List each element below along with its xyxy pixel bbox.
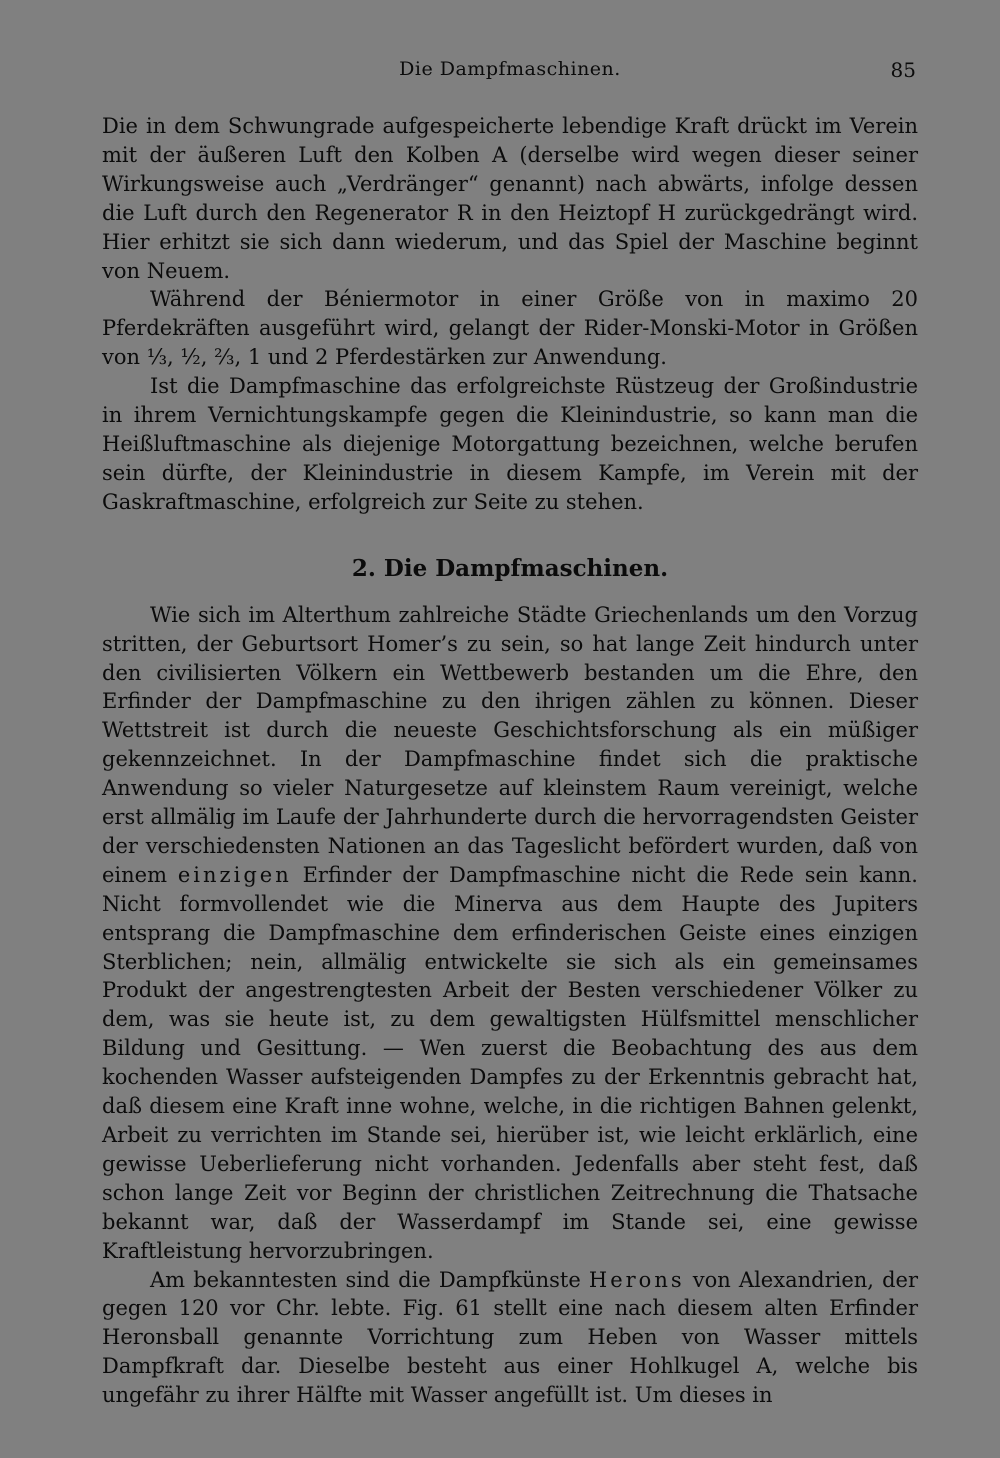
paragraph-heron (102, 1266, 918, 1411)
page-number: 85 (890, 58, 916, 82)
paragraph-beniermotor: Während der Béniermotor in einer Größe von in maximo 20 Pferdekräften ausgeführt wird, gelangt der Rider-Monski-Motor in Größen von ⅓, ½, ⅔, 1 und 2 Pferdestärken zur Anwendung. (102, 287, 918, 370)
paragraph-heron-part1: Am bekanntesten sind die Dampfkünste (150, 1267, 581, 1292)
paragraph-heissluftmaschine: Ist die Dampfmaschine das erfolgreichste Rüstzeug der Großindustrie in ihrem Vernichtungskampfe gegen die Kleinindustrie, so kann man die Heißluftmaschine als diejenige Motorgattung bezeichnen, welche berufen sein dürfte, der Kleinindustrie in diesem Kampfe, im Verein mit der Gaskraftmaschine, erfolgreich zur Seite zu stehen. (102, 374, 918, 514)
paragraph-continued: Die in dem Schwungrade aufgespeicherte lebendige Kraft drückt im Verein mit der äußeren Luft den Kolben A (derselbe wird wegen dieser seiner Wirkungsweise auch „Verdränger“ genannt) nach abwärts, infolge dessen die Luft durch den Regenerator R in den Heiztopf H zurückgedrängt wird. Hier erhitzt sie sich dann wiederum, und das Spiel der Maschine beginnt von Neuem. (102, 114, 918, 283)
paragraph-history-part2: Erfinder der Dampfmaschine nicht die Rede sein kann. Nicht formvollendet wie die Minerva aus dem Haupte des Jupiters entsprang die Dampfmaschine dem erfinderischen Geiste eines einzigen Sterblichen; nein, allmälig entwickelte sie sich als ein gemeinsames Produkt der angestrengtesten Arbeit der Besten verschiedener Völker zu dem, was sie heute ist, zu dem gewaltigsten Hülfsmittel menschlicher Bildung und Gesittung. — Wen zuerst die Beobachtung des aus dem kochenden Wasser aufsteigenden Dampfes zu der Erkenntnis gebracht hat, daß diesem eine Kraft inne wohne, welche, in die richtigen Bahnen gelenkt, Arbeit zu verrichten im Stande sei, hierüber ist, wie leicht erklärlich, eine gewisse Ueberlieferung nicht vorhanden. Jedenfalls aber steht fest, daß schon lange Zeit vor Beginn der christlichen Zeitrechnung die Thatsache bekannt war, daß der Wasserdampf im Stande sei, eine gewisse Kraftleistung hervorzubringen. (102, 862, 918, 1263)
paragraph-history-part1: Wie sich im Alterthum zahlreiche Städte Griechenlands um den Vorzug stritten, der Geburtsort Homer’s zu sein, so hat lange Zeit hindurch unter den civilisierten Völkern ein Wettbewerb bestanden um die Ehre, den Erfinder der Dampfmaschine zu den ihrigen zählen zu können. Dieser Wettstreit ist durch die neueste Geschichtsforschung als ein müßiger gekennzeichnet. In der Dampfmaschine findet sich die praktische Anwendung so vieler Naturgesetze auf kleinstem Raum vereinigt, welche erst allmälig im Laufe der Jahrhunderte durch die hervorragendsten Geister der verschiedensten Nationen an das Tageslicht befördert wurden, daß von einem (102, 602, 918, 887)
text-block (102, 112, 918, 1410)
emphasis-herons: Herons (588, 1267, 685, 1292)
section-heading: 2. Die Dampfmaschinen. (351, 554, 669, 582)
paragraph-heron-part2: von Alexandrien, der gegen 120 vor Chr. lebte. Fig. 61 stellt eine nach diesem alten Erfinder Heronsball genannte Vorrichtung zum Heben von Wasser mittels Dampfkraft dar. Dieselbe besteht aus einer Hohlkugel A, welche bis ungefähr zu ihrer Hälfte mit Wasser angefüllt ist. Um dieses in (102, 1267, 918, 1408)
running-head (102, 58, 918, 86)
paragraph-history (102, 601, 918, 1266)
running-title: Die Dampfmaschinen. (399, 58, 621, 80)
emphasis-einzigen: einzigen (177, 862, 292, 887)
